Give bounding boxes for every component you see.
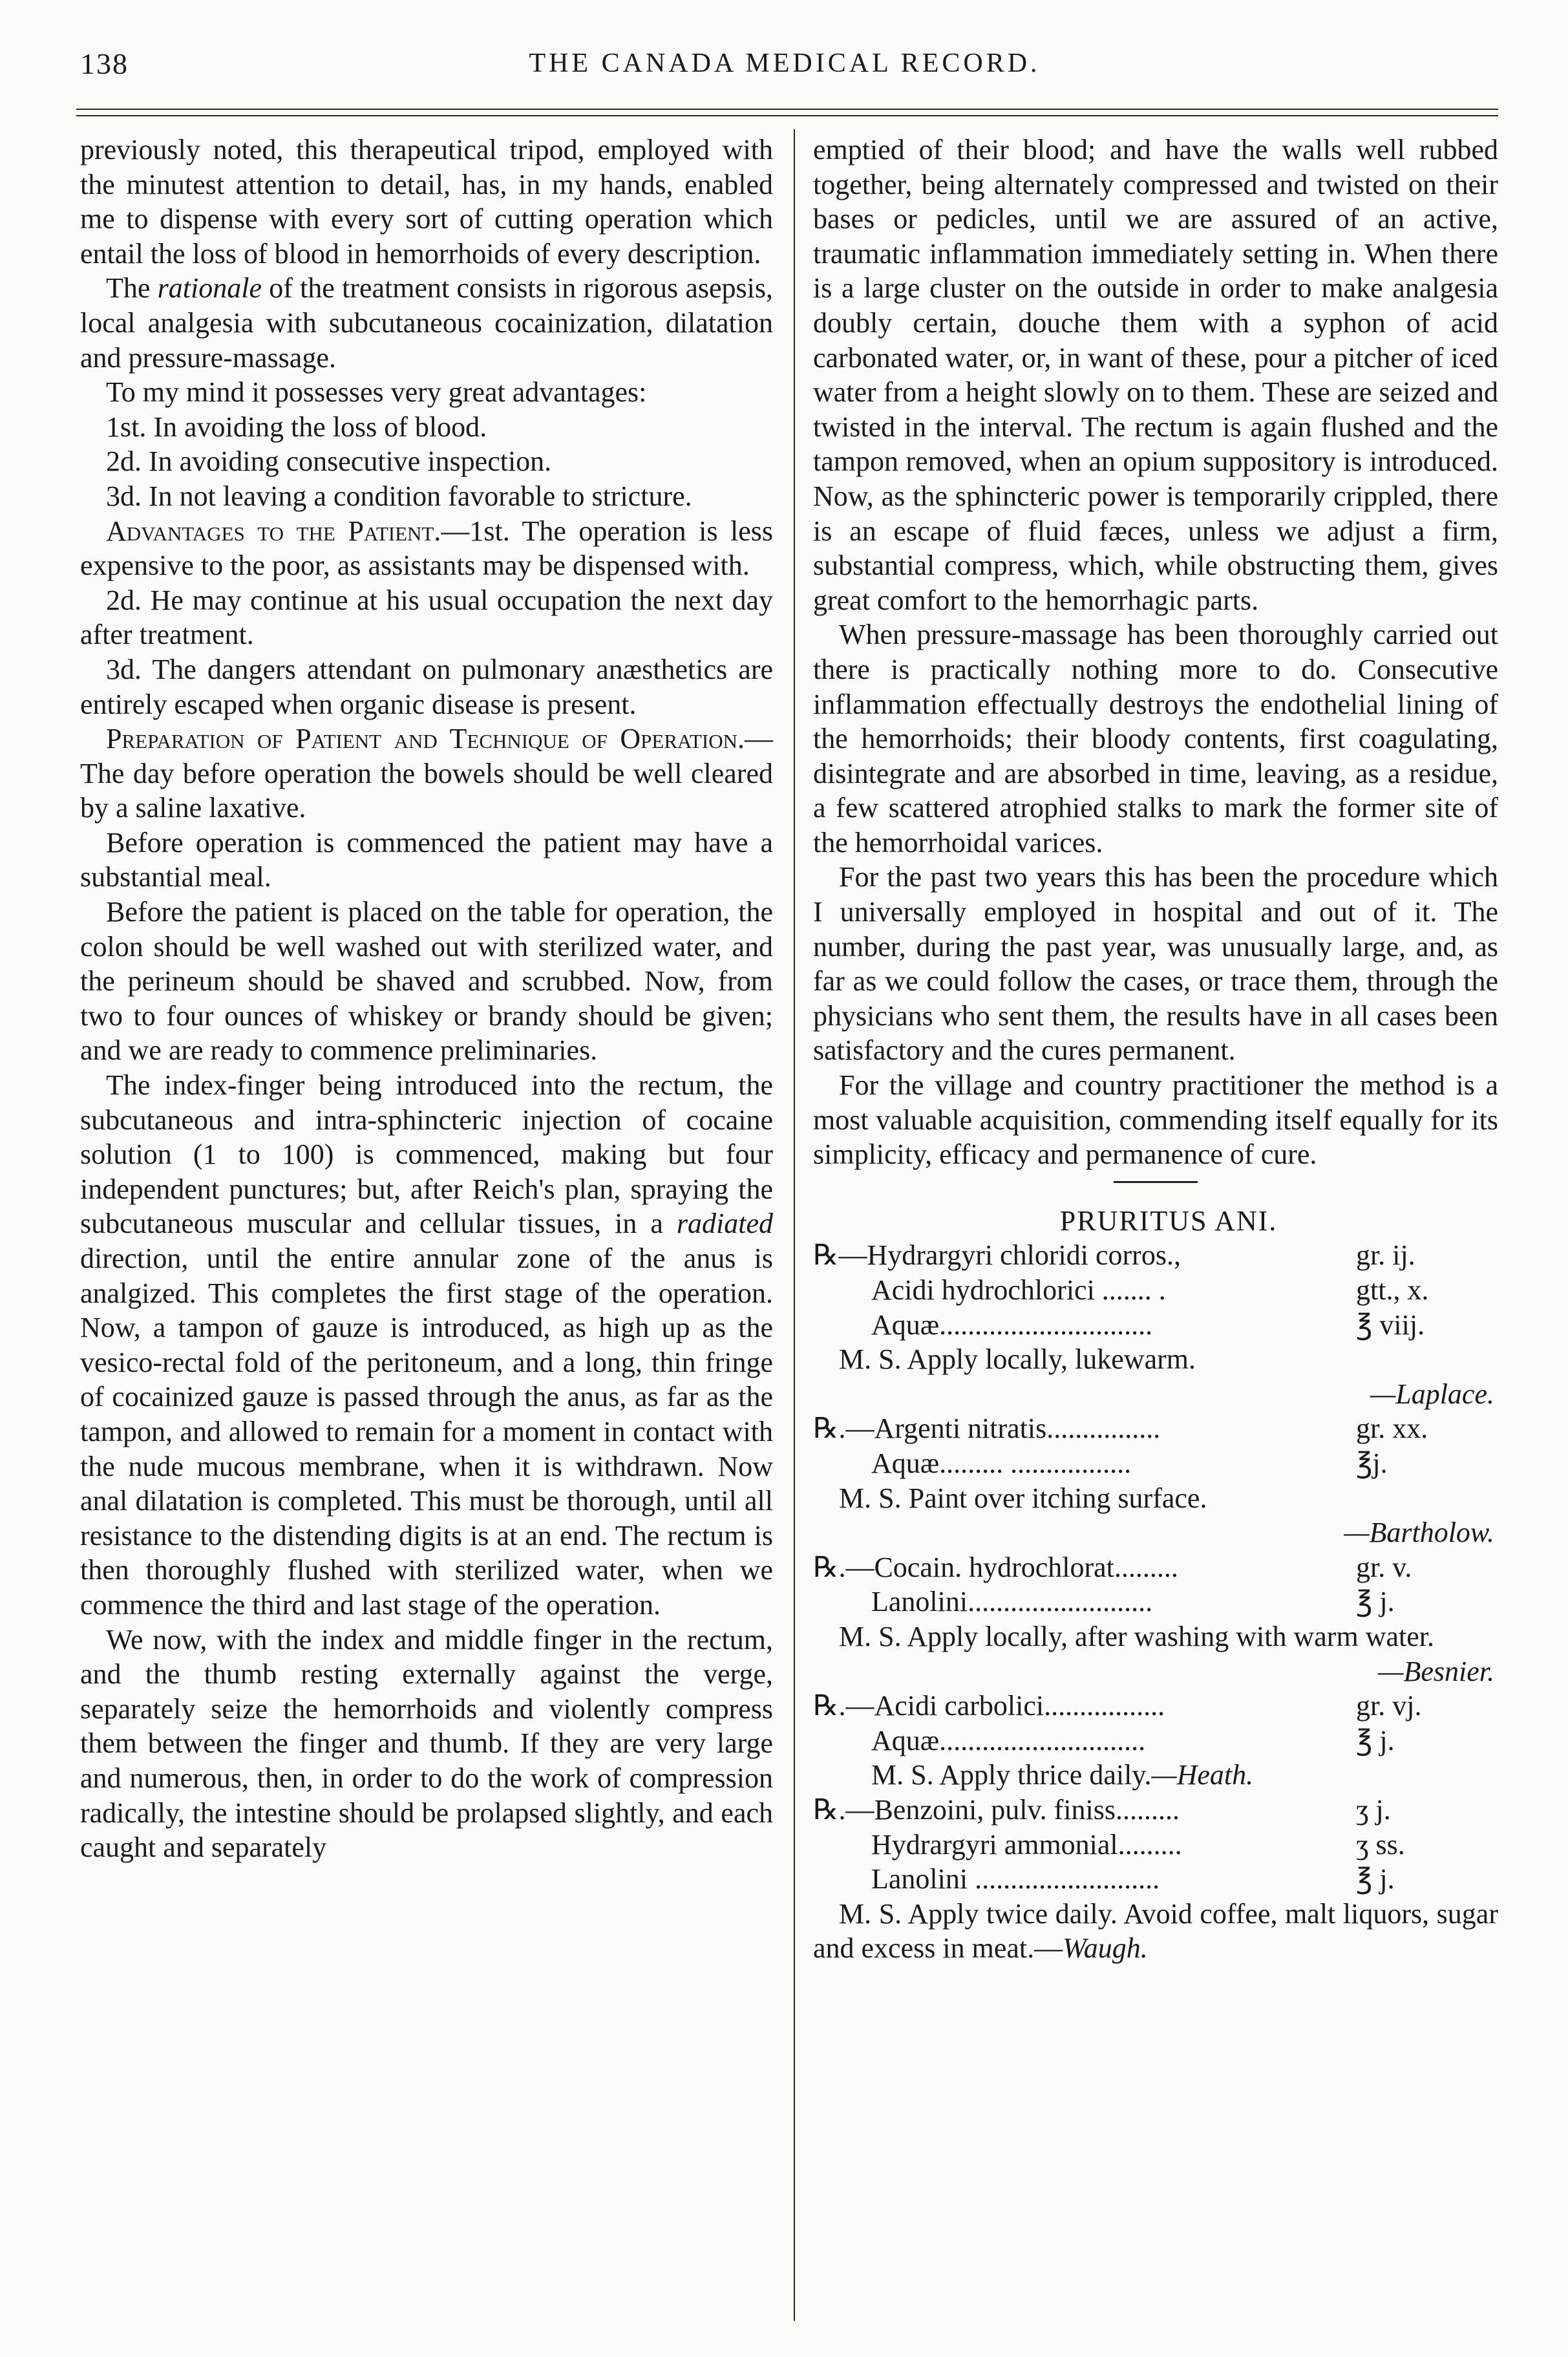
- paragraph: 2d. He may continue at his usual occupation the next day after treatment.: [80, 584, 773, 651]
- prescription-4: [813, 1689, 1498, 1793]
- rx-line: [813, 1862, 1498, 1897]
- rx-amount: gr. v.: [1356, 1551, 1412, 1583]
- paragraph: To my mind it possesses very great advantages:: [106, 376, 647, 409]
- section-heading: Advantages to the Patient.: [106, 515, 441, 547]
- prescription-2: [813, 1411, 1498, 1550]
- text-run: The index-finger being introduced into the rectum, the subcutaneous and intra-sphincteric injection of cocaine solution (1 to 100) is commenced, making but four independent punctures; but, after Reich's plan, spraying the subcutaneous muscular and cellular tissues, in a: [80, 1069, 773, 1240]
- left-column: [80, 133, 773, 1865]
- paragraph: Before operation is commenced the patient may have a substantial meal.: [80, 826, 773, 893]
- rx-drug: Acidi hydrochlorici ....... .: [871, 1274, 1166, 1306]
- rx-directions: M. S. Paint over itching surface.: [839, 1482, 1207, 1514]
- paragraph: 3d. The dangers attendant on pulmonary anæsthetics are entirely escaped when organic disease is present.: [80, 653, 773, 720]
- rx-amount: gr. xx.: [1356, 1413, 1428, 1445]
- paragraph: We now, with the index and middle finger in the rectum, and the thumb resting externally against the verge, separately seize the hemorrhoids and violently compress them between the finger and thumb. If they are very large and numerous, then, in order to do the work of compression radically, the intestine should be prolapsed slightly, and each caught and separately: [80, 1623, 773, 1864]
- rx-author: —Heath.: [1151, 1759, 1254, 1791]
- header-rule-top: [76, 109, 1498, 110]
- rx-drug: Aquæ......... .................: [871, 1447, 1132, 1479]
- rx-directions: [813, 1897, 1498, 1966]
- section-rule: [1114, 1181, 1198, 1183]
- rx-line: [813, 1723, 1498, 1758]
- text-run: direction, until the entire annular zone of the anus is analgized. This completes the first stage of the operation. Now, a tampon of gauze is introduced, as high up as the vesico-rectal fold of the peritoneum, and a long, thin fringe of cocainized gauze is passed through the anus, as far as the tampon, and allowed to remain for a moment in contact with the nude mucous membrane, when it is withdrawn. Now anal dilatation is completed. This must be thorough, until all resistance to the distending digits is at an end. The rectum is then thoroughly flushed with sterilized water, when we commence the third and last stage of the operation.: [80, 1242, 773, 1621]
- rx-directions: M. S. Apply locally, after washing with warm water.: [839, 1620, 1434, 1652]
- rx-drug: ℞—Hydrargyri chloridi corros.,: [813, 1239, 1181, 1272]
- rx-author: Waugh.: [1063, 1932, 1148, 1965]
- rx-directions: M. S. Apply locally, lukewarm.: [839, 1343, 1196, 1376]
- rx-author: —Laplace.: [1370, 1378, 1494, 1410]
- rx-line: [813, 1273, 1498, 1308]
- journal-title: THE CANADA MEDICAL RECORD.: [529, 48, 1041, 78]
- italic-term: radiated: [676, 1208, 773, 1240]
- prescription-5: [813, 1793, 1498, 1966]
- rx-drug: ℞.—Argenti nitratis................: [813, 1413, 1161, 1445]
- rx-author: —Bartholow.: [1344, 1517, 1494, 1549]
- paragraph: [80, 721, 773, 826]
- rx-drug: Lanolini ..........................: [871, 1863, 1160, 1895]
- rx-author: —Besnier.: [1378, 1655, 1494, 1687]
- rx-drug: Lanolini..........................: [871, 1586, 1153, 1618]
- rx-line: [813, 1411, 1498, 1446]
- paragraph: For the past two years this has been the procedure which I universally employed in hospital and out of it. The number, during the past year, was unusually large, and, as far as we could follow the cases, or trace them, through the physicians who sent them, the results have in all cases been satisfactory and the cures permanent.: [813, 861, 1498, 1067]
- paragraph: 3d. In not leaving a condition favorable to stricture.: [106, 480, 692, 512]
- paragraph: Before the patient is placed on the table for operation, the colon should be well washed out with sterilized water, and the perineum should be shaved and scrubbed. Now, from two to four ounces of whiskey or brandy should be given; and we are ready to commence preliminaries.: [80, 896, 773, 1067]
- right-column: [813, 133, 1498, 1966]
- text-run: —The day before operation the bowels should be well cleared by a saline laxative.: [80, 723, 773, 824]
- text-run: of the treatment consists in rigorous asepsis, local analgesia with subcutaneous cocainization, dilatation and pressure-massage.: [80, 272, 774, 374]
- rx-line: [813, 1828, 1498, 1862]
- rx-line: [813, 1446, 1498, 1481]
- rx-amount: ℥ j.: [1356, 1724, 1395, 1756]
- header-rule-bottom: [76, 115, 1498, 116]
- rx-drug: Aquæ.............................: [871, 1724, 1146, 1756]
- rx-amount: ʒ j.: [1356, 1793, 1391, 1826]
- section-heading: Preparation of Patient and Technique of Operation.: [106, 723, 745, 755]
- rx-drug: Aquæ..............................: [871, 1308, 1153, 1341]
- column-divider: [794, 129, 795, 2321]
- italic-term: rationale: [157, 272, 262, 304]
- rx-amount: gtt., x.: [1356, 1274, 1429, 1306]
- rx-amount: gr. vj.: [1356, 1690, 1422, 1722]
- rx-line: [813, 1689, 1498, 1723]
- page-header: [80, 47, 1489, 105]
- rx-line: [813, 1550, 1498, 1585]
- page-number: 138: [80, 47, 129, 80]
- rx-amount: ℥j.: [1356, 1447, 1388, 1479]
- prescription-1: [813, 1238, 1498, 1411]
- rx-drug: Hydrargyri ammonial.........: [871, 1828, 1182, 1861]
- rx-amount: ʒ ss.: [1356, 1828, 1405, 1861]
- paragraph: previously noted, this therapeutical tripod, employed with the minutest attention to detail, has, in my hands, enabled me to dispense with every sort of cutting operation which entail the loss of blood in hemorrhoids of every description.: [80, 134, 773, 270]
- paragraph: For the village and country practitioner the method is a most valuable acquisition, commending itself equally for its simplicity, efficacy and permanence of cure.: [813, 1069, 1498, 1171]
- paragraph: 2d. In avoiding consecutive inspection.: [106, 445, 552, 478]
- rx-line: [813, 1238, 1498, 1273]
- rx-line: [813, 1793, 1498, 1828]
- rx-line: [813, 1584, 1498, 1619]
- paragraph: [80, 1068, 773, 1623]
- rx-line: [813, 1308, 1498, 1343]
- rx-drug: ℞.—Acidi carbolici.................: [813, 1690, 1165, 1722]
- rx-amount: ℥ j.: [1356, 1863, 1395, 1895]
- text-run: M. S. Apply twice daily. Avoid coffee, malt liquors, sugar and excess in meat.—: [813, 1897, 1498, 1965]
- prescription-3: [813, 1550, 1498, 1689]
- section-title: PRURITUS ANI.: [1059, 1204, 1278, 1237]
- text-run: The: [106, 272, 158, 304]
- paragraph: 1st. In avoiding the loss of blood.: [106, 411, 487, 443]
- text-run: —1st. The operation is less expensive to the poor, as assistants may be dispensed with.: [80, 515, 773, 582]
- text-run: M. S. Apply thrice daily.: [871, 1759, 1152, 1791]
- rx-directions: [813, 1758, 1498, 1793]
- rx-amount: gr. ij.: [1356, 1239, 1415, 1272]
- rx-drug: ℞.—Benzoini, pulv. finiss.........: [813, 1793, 1180, 1826]
- paragraph: [80, 271, 773, 375]
- rx-amount: ℥ viij.: [1356, 1308, 1425, 1341]
- rx-drug: ℞.—Cocain. hydrochlorat.........: [813, 1551, 1178, 1583]
- paragraph: [80, 514, 773, 583]
- paragraph: When pressure-massage has been thoroughly carried out there is practically nothing more to do. Consecutive inflammation effectually destroys the endothelial lining of the hemorrhoids; their bloody contents, first coagulating, disintegrate and are absorbed in time, leaving, as a residue, a few scattered atrophied stalks to mark the former site of the hemorrhoidal varices.: [813, 619, 1498, 859]
- paragraph: emptied of their blood; and have the walls well rubbed together, being alternately compressed and twisted on their bases or pedicles, until we are assured of an active, traumatic inflammation immediately setting in. When there is a large cluster on the outside in order to make analgesia doubly certain, douche them with a syphon of acid carbonated water, or, in want of these, pour a pitcher of iced water from a height slowly on to them. These are seized and twisted in the interval. The rectum is again flushed and the tampon removed, when an opium suppository is introduced. Now, as the sphincteric power is temporarily crippled, there is an escape of fluid fæces, unless we adjust a firm, substantial compress, which, while obstructing them, gives great comfort to the hemorrhagic parts.: [813, 134, 1498, 616]
- rx-amount: ℥ j.: [1356, 1586, 1395, 1618]
